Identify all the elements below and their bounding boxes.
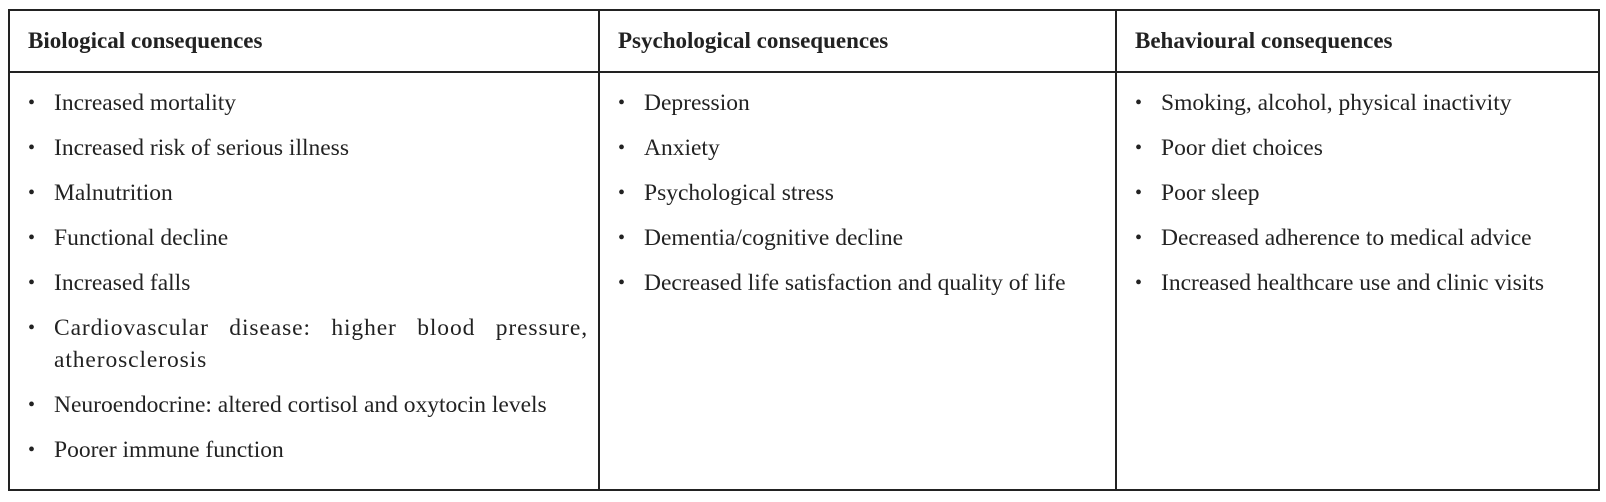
list-item: • Increased mortality	[28, 87, 588, 119]
bullet-icon: •	[28, 439, 36, 461]
bullet-icon: •	[28, 317, 36, 339]
bullet-icon: •	[618, 182, 626, 204]
bullet-icon: •	[1135, 227, 1143, 249]
list-item: • Poor diet choices	[1135, 132, 1588, 164]
bullet-icon: •	[28, 394, 36, 416]
list-item: • Smoking, alcohol, physical inactivity	[1135, 87, 1588, 119]
psychological-list	[618, 87, 1105, 299]
table-header-row	[9, 10, 1599, 72]
bullet-icon: •	[1135, 272, 1143, 294]
consequences-table-container	[8, 9, 1598, 491]
bullet-icon: •	[618, 137, 626, 159]
bullet-icon: •	[1135, 92, 1143, 114]
bullet-icon: •	[1135, 137, 1143, 159]
list-item: • Psychological stress	[618, 177, 1105, 209]
list-item: • Increased risk of serious illness	[28, 132, 588, 164]
list-item: • Increased falls	[28, 267, 588, 299]
list-item: • Poorer immune function	[28, 434, 588, 466]
behavioural-list	[1135, 87, 1588, 299]
cell-biological	[9, 72, 599, 490]
bullet-icon: •	[28, 182, 36, 204]
list-item: • Malnutrition	[28, 177, 588, 209]
list-item: • Decreased life satisfaction and quality of life	[618, 267, 1105, 299]
list-item: • Anxiety	[618, 132, 1105, 164]
cell-psychological	[599, 72, 1116, 490]
bullet-icon: •	[618, 92, 626, 114]
bullet-icon: •	[28, 272, 36, 294]
consequences-table	[8, 9, 1600, 491]
list-item: • Functional decline	[28, 222, 588, 254]
table-body-row	[9, 72, 1599, 490]
header-biological: Biological consequences	[9, 10, 599, 72]
list-item: • Poor sleep	[1135, 177, 1588, 209]
list-item: • Increased healthcare use and clinic visits	[1135, 267, 1588, 299]
cell-behavioural	[1116, 72, 1599, 490]
biological-list	[28, 87, 588, 466]
bullet-icon: •	[618, 272, 626, 294]
bullet-icon: •	[1135, 182, 1143, 204]
header-behavioural: Behavioural consequences	[1116, 10, 1599, 72]
list-item: • Depression	[618, 87, 1105, 119]
bullet-icon: •	[28, 92, 36, 114]
list-item: • Decreased adherence to medical advice	[1135, 222, 1588, 254]
bullet-icon: •	[618, 227, 626, 249]
bullet-icon: •	[28, 227, 36, 249]
bullet-icon: •	[28, 137, 36, 159]
list-item: • Cardiovascular disease: higher blood pressure, atherosclerosis	[28, 312, 588, 376]
header-psychological: Psychological consequences	[599, 10, 1116, 72]
list-item: • Neuroendocrine: altered cortisol and oxytocin levels	[28, 389, 588, 421]
list-item: • Dementia/cognitive decline	[618, 222, 1105, 254]
